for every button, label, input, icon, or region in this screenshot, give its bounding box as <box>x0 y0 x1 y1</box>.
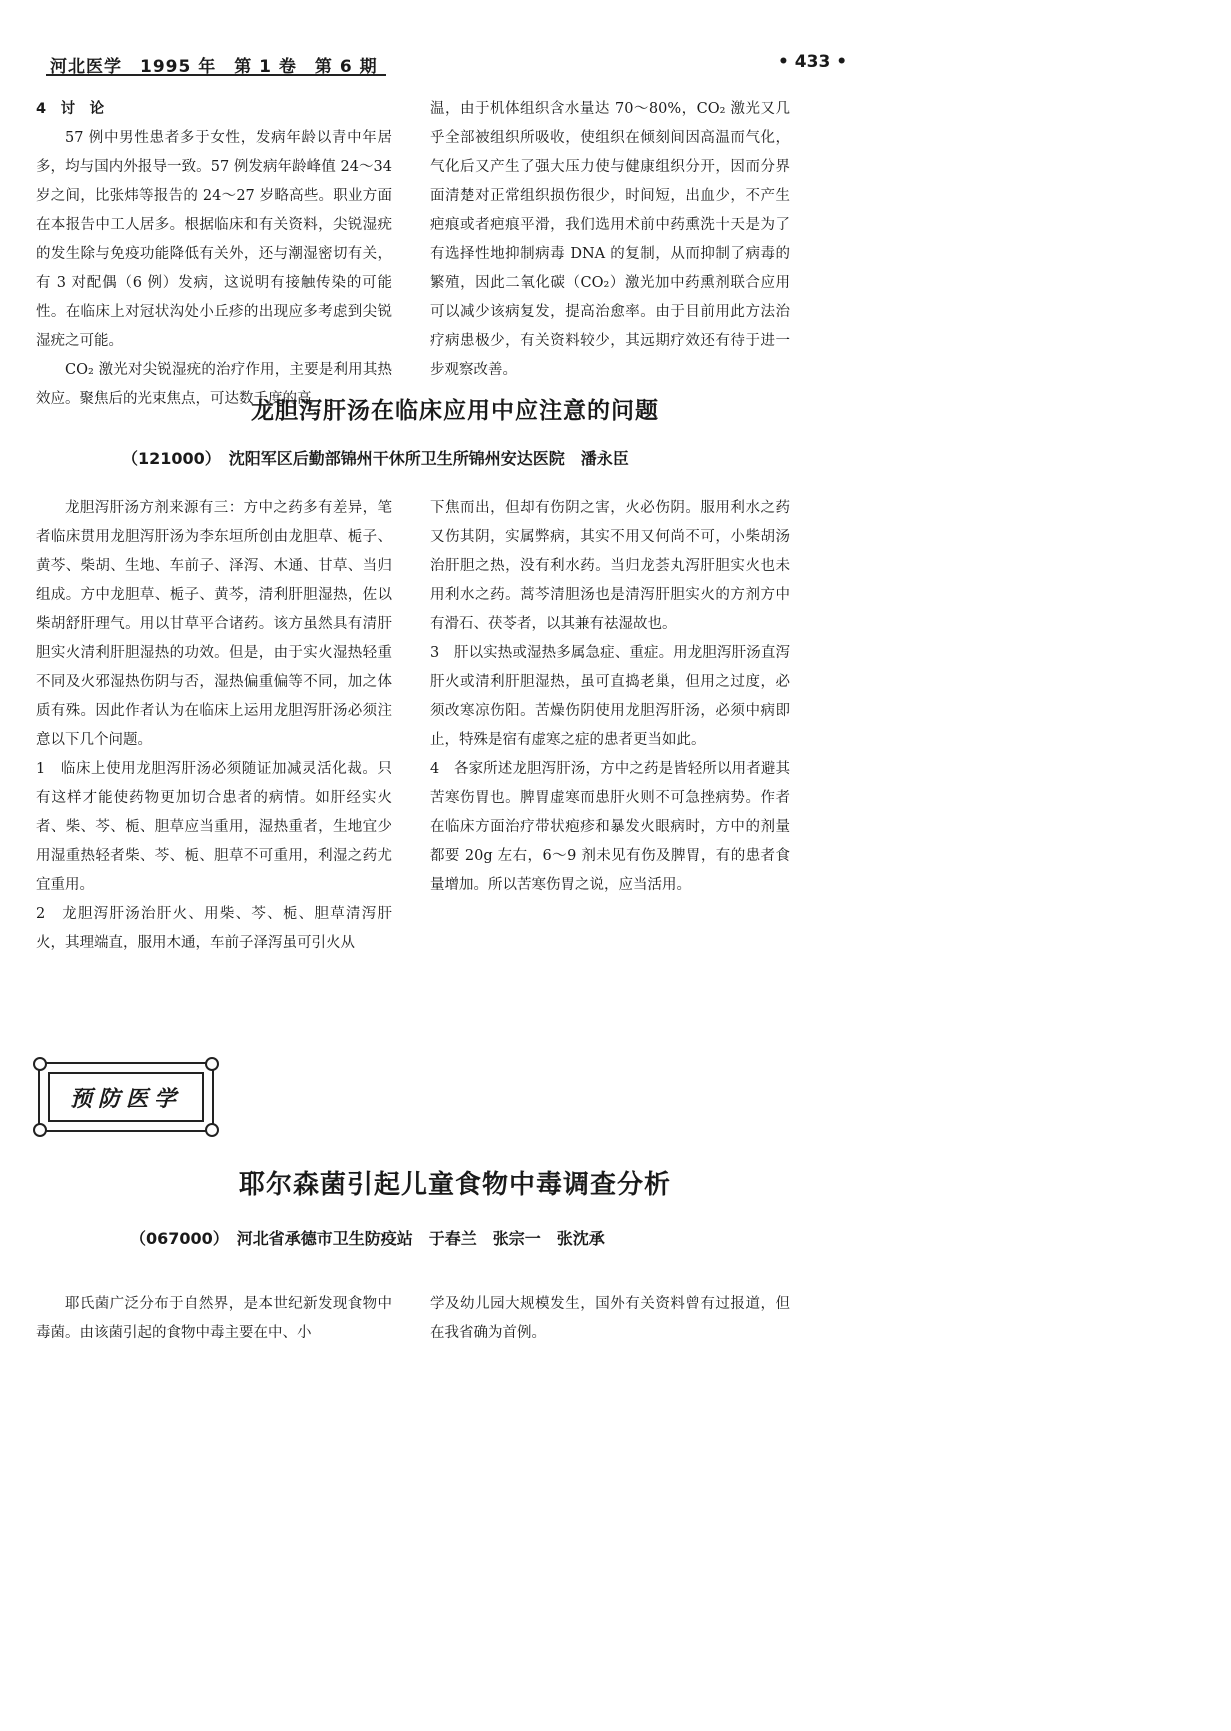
article2-paragraph: 学及幼儿园大规模发生，国外有关资料曾有过报道，但在我省确为首例。 <box>430 1296 790 1341</box>
article1-paragraph: 1 临床上使用龙胆泻肝汤必须随证加减灵活化裁。只有这样才能使药物更加切合患者的病情。如肝经实火者、柴、芩、栀、胆草应当重用，湿热重者，生地宜少用湿重热轻者柴、芩、栀、胆草不可重用，利湿之药尤宜重用。 <box>36 761 392 893</box>
article1-paragraph: 3 肝以实热或湿热多属急症、重症。用龙胆泻肝汤直泻肝火或清利肝胆湿热，虽可直捣老巢，但用之过度，必须改寒凉伤阳。苦燥伤阴使用龙胆泻肝汤，必须中病即止，特殊是宿有虚寒之症的患者更当如此。 <box>430 645 790 748</box>
article2-left-column <box>36 1290 392 1348</box>
box-corner-ornament <box>205 1057 219 1071</box>
discussion-right-column <box>430 95 790 385</box>
article1-paragraph: 龙胆泻肝汤方剂来源有三：方中之药多有差异，笔者临床贯用龙胆泻肝汤为李东垣所创由龙胆草、栀子、黄芩、柴胡、生地、车前子、泽泻、木通、甘草、当归组成。方中龙胆草、栀子、黄芩，清利肝胆湿热，佐以柴胡舒肝理气。用以甘草平合诸药。该方虽然具有清肝胆实火清利肝胆湿热的功效。但是，由于实火湿热轻重不同及火邪湿热伤阴与否，湿热偏重偏等不同，加之体质有殊。因此作者认为在临床上运用龙胆泻肝汤必须注意以下几个问题。 <box>36 500 392 748</box>
discussion-paragraph: 57 例中男性患者多于女性，发病年龄以青中年居多，均与国内外报导一致。57 例发病年龄峰值 24～34 岁之间，比张炜等报告的 24～27 岁略高些。职业方面在本报告中工人居多。根据临床和有关资料，尖锐湿疣的发生除与免疫功能降低有关外，还与潮湿密切有关，有 3 对配偶（6 例）发病，这说明有接触传染的可能性。在临床上对冠状沟处小丘疹的出现应多考虑到尖锐湿疣之可能。 <box>36 130 392 349</box>
article1-paragraph: 下焦而出，但却有伤阴之害，火必伤阴。服用利水之药又伤其阴，实属弊病，其实不用又何尚不可，小柴胡汤治肝胆之热，没有利水药。当归龙荟丸泻肝胆实火也未用利水之药。蒿芩清胆汤也是清泻肝胆实火的方剂方中有滑石、茯苓者，以其兼有祛湿故也。 <box>430 500 790 632</box>
article2-byline: （067000） 河北省承德市卫生防疫站 于春兰 张宗一 张沈承 <box>130 1229 605 1248</box>
discussion-paragraph: CO₂ 激光对尖锐湿疣的治疗作用，主要是利用其热效应。聚焦后的光束焦点，可达数千度的高 <box>36 362 392 407</box>
journal-header: 河北医学 1995 年 第 1 卷 第 6 期 <box>50 57 378 77</box>
box-corner-ornament <box>33 1123 47 1137</box>
section-label: 预防医学 <box>48 1072 204 1122</box>
discussion-paragraph: 温，由于机体组织含水量达 70～80%，CO₂ 激光又几乎全部被组织所吸收，使组织在倾刻间因高温而气化，气化后又产生了强大压力使与健康组织分开，因而分界面清楚对正常组织损伤很少，时间短，出血少，不产生疤痕或者疤痕平滑，我们选用术前中药熏洗十天是为了有选择性地抑制病毒 DNA 的复制，从而抑制了病毒的繁殖，因此二氧化碳（CO₂）激光加中药熏剂联合应用可以减少该病复发，提高治愈率。由于目前用此方法治疗病患极少，有关资料较少，其远期疗效还有待于进一步观察改善。 <box>430 101 790 378</box>
article1-paragraph: 4 各家所述龙胆泻肝汤，方中之药是皆轻所以用者避其苦寒伤胃也。脾胃虚寒而患肝火则不可急挫病势。作者在临床方面治疗带状疱疹和暴发火眼病时，方中的剂量都要 20g 左右，6～9 剂未见有伤及脾胃，有的患者食量增加。所以苦寒伤胃之说，应当活用。 <box>430 761 790 893</box>
header-rule <box>46 74 386 76</box>
discussion-left-column <box>36 95 392 414</box>
article1-title: 龙胆泻肝汤在临床应用中应注意的问题 <box>251 398 659 424</box>
article1-paragraph: 2 龙胆泻肝汤治肝火、用柴、芩、栀、胆草清泻肝火，其理端直，服用木通，车前子泽泻虽可引火从 <box>36 906 392 951</box>
article1-right-column <box>430 494 790 900</box>
article2-title: 耶尔森菌引起儿童食物中毒调查分析 <box>238 1170 671 1200</box>
page-number: • 433 • <box>778 52 848 72</box>
box-corner-ornament <box>205 1123 219 1137</box>
box-corner-ornament <box>33 1057 47 1071</box>
article2-right-column <box>430 1290 790 1348</box>
article2-paragraph: 耶氏菌广泛分布于自然界，是本世纪新发现食物中毒菌。由该菌引起的食物中毒主要在中、小 <box>36 1296 392 1341</box>
article1-left-column <box>36 494 392 958</box>
discussion-heading: 4 讨 论 <box>36 101 105 117</box>
article1-byline: （121000） 沈阳军区后勤部锦州干休所卫生所锦州安达医院 潘永臣 <box>122 449 629 468</box>
section-label-box <box>38 1062 214 1132</box>
